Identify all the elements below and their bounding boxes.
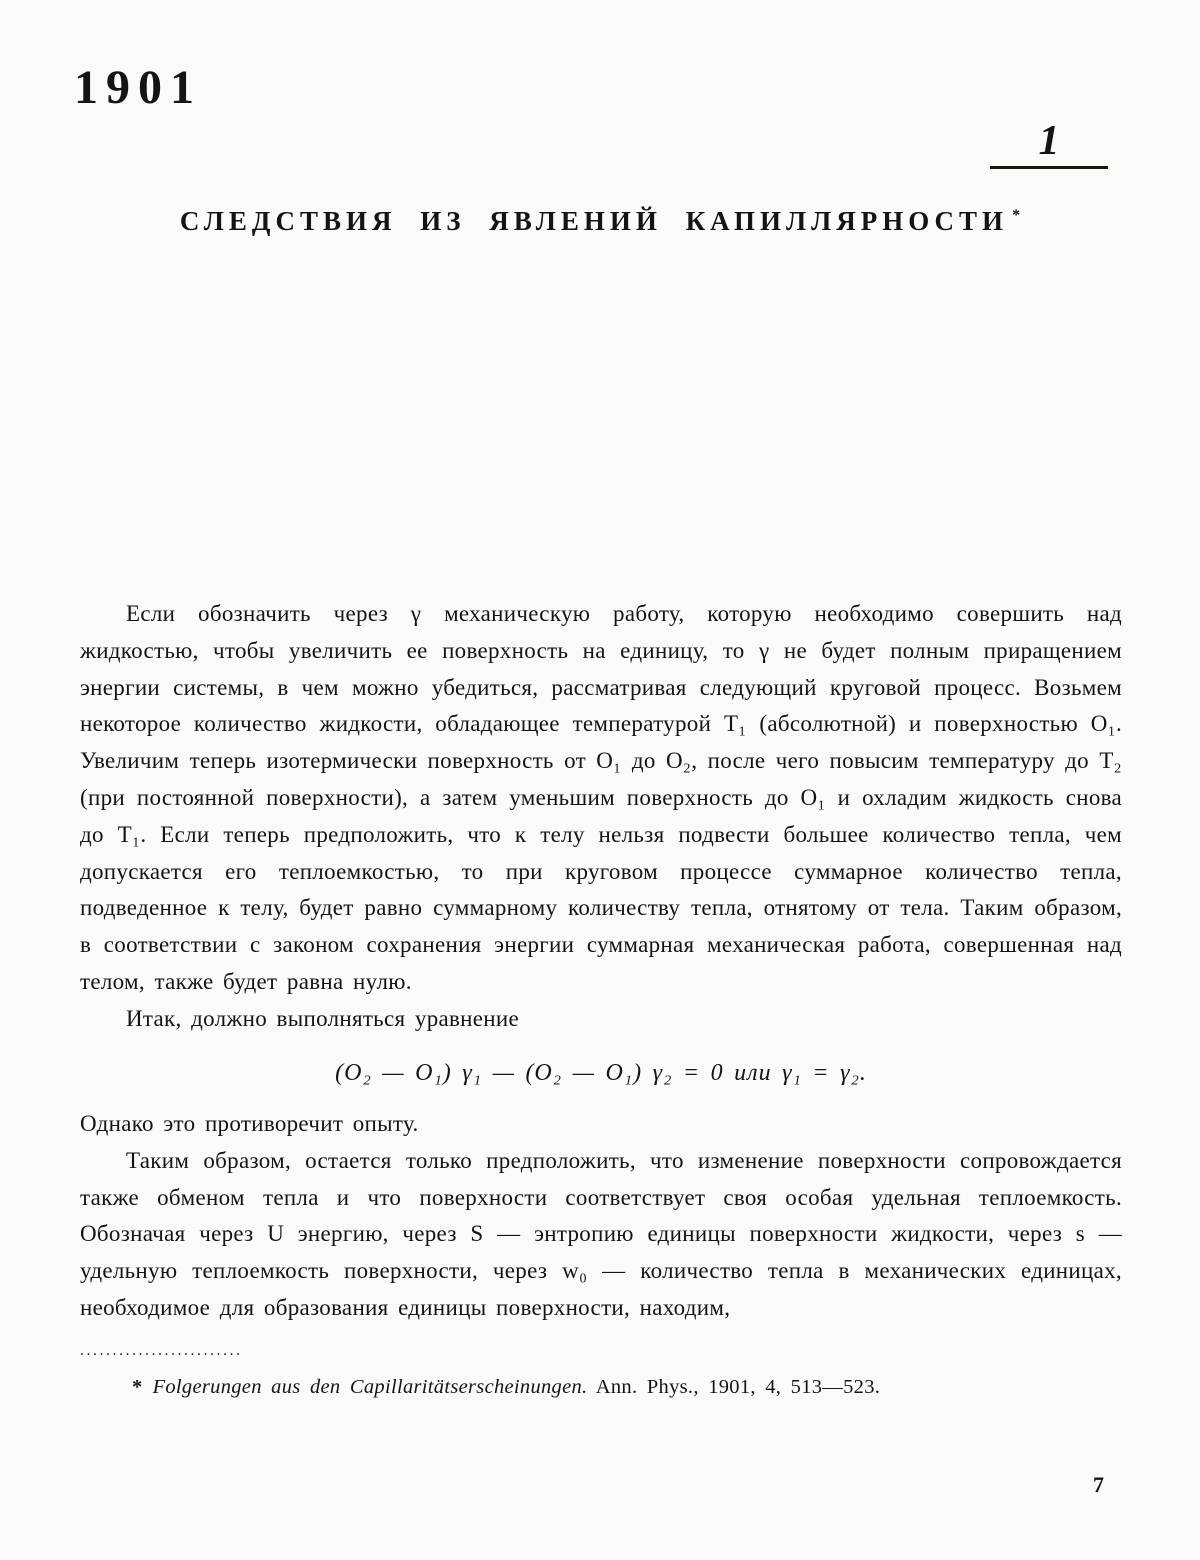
chapter-number: 1 — [1038, 118, 1060, 164]
paragraph-conclusion: Таким образом, остается только предположить, что изменение поверхности сопровождается также обменом тепла и что поверхности соответствует своя особая удельная теплоемкость. Обозначая через U энергию, через S — энтропию единицы поверхности жидкости, через s — удельную теплоемкость поверхности, через w₀ — количество тепла в механических единицах, необходимое для образования единицы поверхности, находим, — [80, 1147, 1122, 1320]
footnote-asterisk: * — [132, 1375, 143, 1398]
article-title-text: СЛЕДСТВИЯ ИЗ ЯВЛЕНИЙ КАПИЛЛЯРНОСТИ — [179, 206, 1009, 236]
chapter-number-block — [990, 118, 1108, 169]
footnote-separator: ......................... — [80, 1341, 243, 1359]
footnote-reference-citation: Ann. Phys., 1901, 4, 513—523. — [595, 1375, 881, 1398]
article-body — [80, 596, 1122, 1402]
footnote-reference-title: Folgerungen aus den Capillaritätserscheinungen. — [152, 1375, 588, 1398]
page-number: 7 — [1093, 1472, 1104, 1497]
paragraph-contradiction: Однако это противоречит опыту. — [80, 1110, 419, 1136]
article-title — [0, 206, 1200, 237]
year-heading: 1901 — [74, 61, 202, 114]
paragraph-equation-lead: Итак, должно выполняться уравнение — [126, 1005, 520, 1031]
chapter-underline — [990, 166, 1108, 169]
footnote — [80, 1373, 1122, 1403]
equation: (O₂ — O₁) γ₁ — (O₂ — O₁) γ₂ = 0 или γ₁ = γ₂. — [335, 1059, 867, 1086]
paragraph-intro: Если обозначить через γ механическую работу, которую необходимо совершить над жидкостью, чтобы увеличить ее поверхность на единицу, то γ не будет полным приращением энергии системы, в чем можно убедиться, рассматривая следующий круговой процесс. Возьмем некоторое количество жидкости, обладающее температурой T₁ (абсолютной) и поверхностью O₁. Увеличим теперь изотермически поверхность от O₁ до O₂, после чего повысим температуру до T₂ (при постоянной поверхности), а затем уменьшим поверхность до O₁ и охладим жидкость снова до T₁. Если теперь предположить, что к телу нельзя подвести большее количество тепла, чем допускается его теплоемкостью, то при круговом процессе суммарное количество тепла, подведенное к телу, будет равно суммарному количеству тепла, отнятому от тела. Таким образом, в соответствии с законом сохранения энергии суммарная механическая работа, совершенная над телом, также будет равна нулю. — [80, 601, 1122, 994]
title-footnote-marker: * — [1012, 207, 1021, 224]
